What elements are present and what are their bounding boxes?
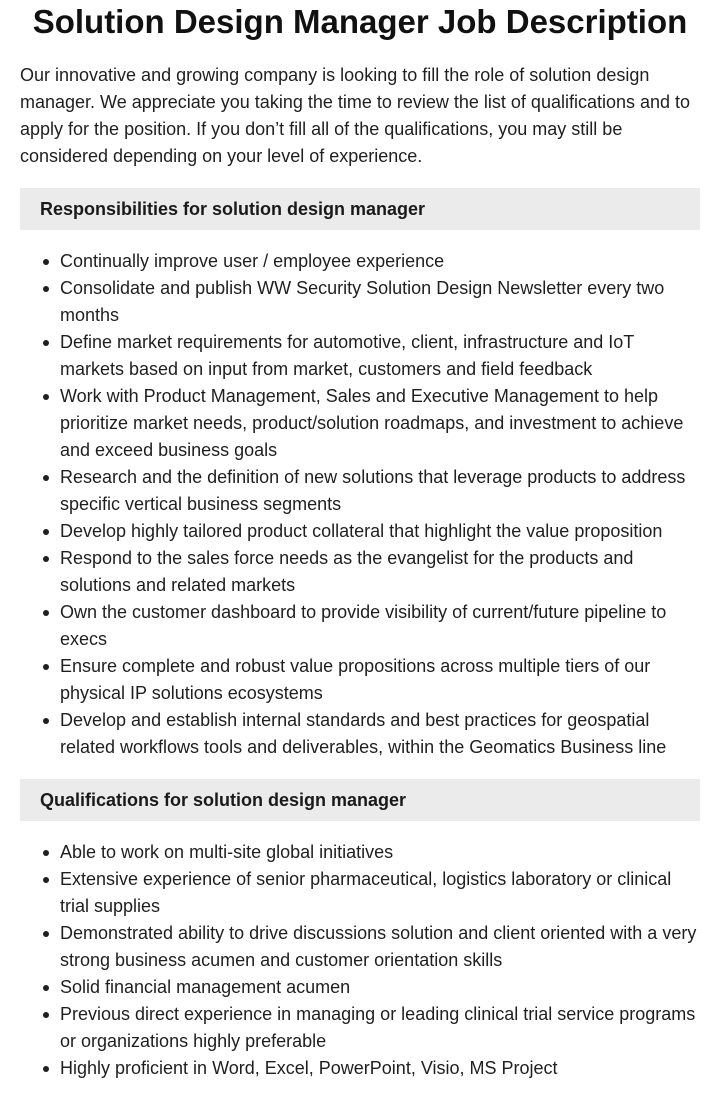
list-item: Define market requirements for automotive, client, infrastructure and IoT markets based on input from market, customers and field feedback [60, 329, 700, 383]
responsibilities-list [20, 248, 700, 761]
list-item: Consolidate and publish WW Security Solution Design Newsletter every two months [60, 275, 700, 329]
intro-paragraph: Our innovative and growing company is looking to fill the role of solution design manager. We appreciate you taking the time to review the list of qualifications and to apply for the position. If you don’t fill all of the qualifications, you may still be considered depending on your level of experience. [20, 65, 691, 166]
list-item: Continually improve user / employee experience [60, 248, 700, 275]
list-item: Solid financial management acumen [60, 974, 700, 1001]
page-title: Solution Design Manager Job Description [32, 3, 688, 40]
responsibilities-heading: Responsibilities for solution design manager [20, 188, 700, 230]
list-item: Ensure complete and robust value propositions across multiple tiers of our physical IP solutions ecosystems [60, 653, 700, 707]
list-item: Extensive experience of senior pharmaceutical, logistics laboratory or clinical trial supplies [60, 866, 700, 920]
list-item: Able to work on multi-site global initiatives [60, 839, 700, 866]
list-item: Own the customer dashboard to provide visibility of current/future pipeline to execs [60, 599, 700, 653]
list-item: Develop and establish internal standards and best practices for geospatial related workflows tools and deliverables, within the Geomatics Business line [60, 707, 700, 761]
list-item: Highly proficient in Word, Excel, PowerPoint, Visio, MS Project [60, 1055, 700, 1082]
list-item: Previous direct experience in managing or leading clinical trial service programs or organizations highly preferable [60, 1001, 700, 1055]
list-item: Respond to the sales force needs as the evangelist for the products and solutions and related markets [60, 545, 700, 599]
list-item: Work with Product Management, Sales and Executive Management to help prioritize market needs, product/solution roadmaps, and investment to achieve and exceed business goals [60, 383, 700, 464]
list-item: Develop highly tailored product collateral that highlight the value proposition [60, 518, 700, 545]
list-item: Research and the definition of new solutions that leverage products to address specific vertical business segments [60, 464, 700, 518]
list-item: Demonstrated ability to drive discussions solution and client oriented with a very strong business acumen and customer orientation skills [60, 920, 700, 974]
qualifications-heading: Qualifications for solution design manager [20, 779, 700, 821]
qualifications-list [20, 839, 700, 1082]
